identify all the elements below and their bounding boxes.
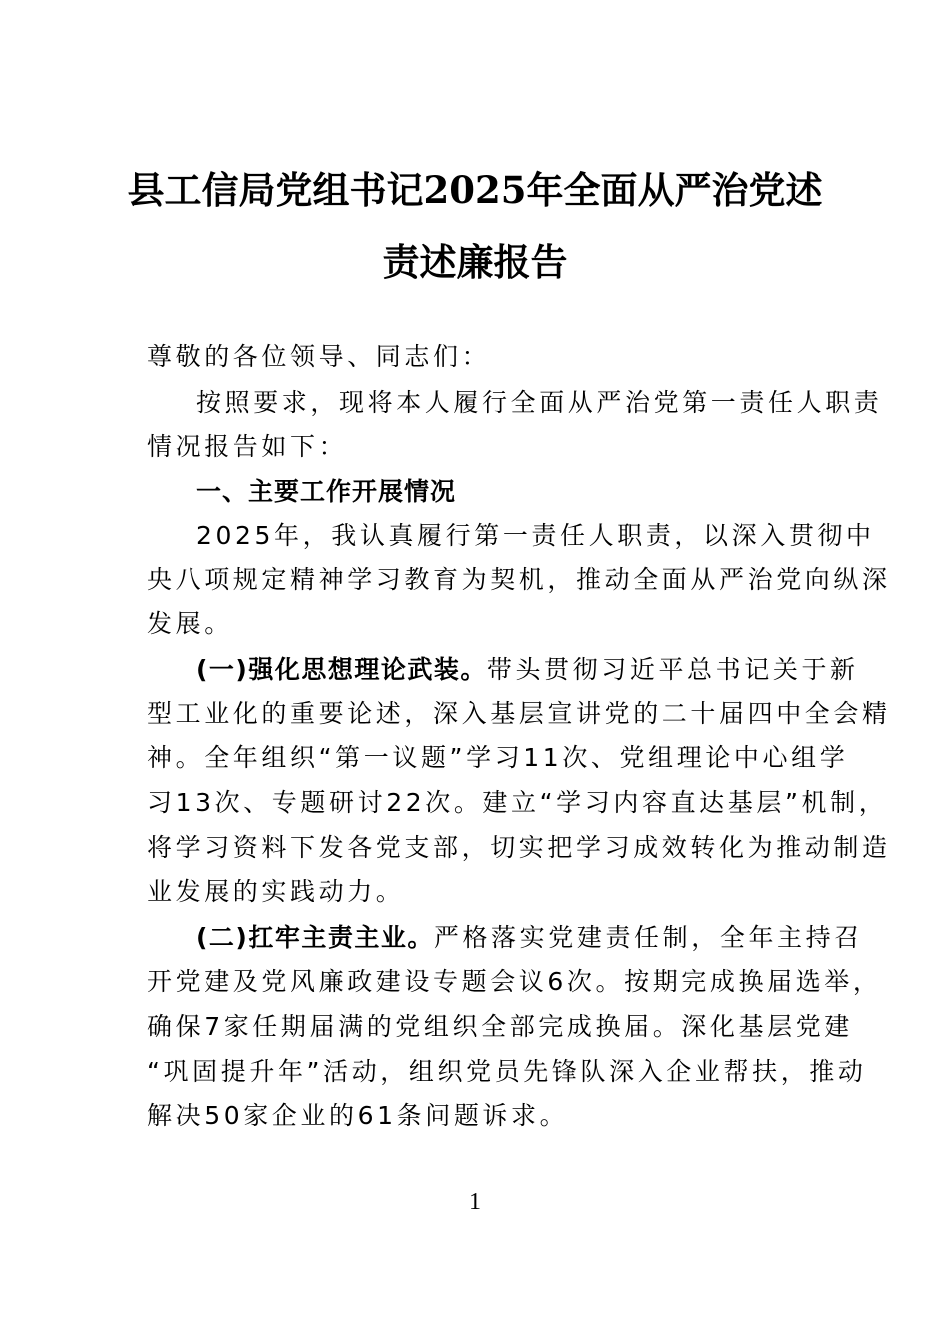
page-number: 1 xyxy=(469,1189,481,1215)
item2-lead: (二)扛牢主责主业。 xyxy=(196,923,434,952)
item2-line-3: 确保7家任期届满的党组织全部完成换届。深化基层党建 xyxy=(147,1012,853,1041)
item2-line-5: 解决50家企业的61条问题诉求。 xyxy=(147,1101,569,1130)
item1-line-3: 神。全年组织“第一议题”学习11次、党组理论中心组学 xyxy=(147,743,849,772)
item1-line-6: 业发展的实践动力。 xyxy=(147,877,405,906)
item1-line-1 xyxy=(196,657,859,682)
item1-lead: (一)强化思想理论武装。 xyxy=(196,655,487,684)
overview-line-2: 央八项规定精神学习教育为契机，推动全面从严治党向纵深 xyxy=(147,565,891,594)
document-title-line-2: 责述廉报告 xyxy=(382,240,568,284)
item1-line-4: 习13次、专题研讨22次。建立“学习内容直达基层”机制， xyxy=(147,788,888,817)
item2-text: 严格落实党建责任制，全年主持召 xyxy=(433,923,863,952)
item1-line-2: 型工业化的重要论述，深入基层宣讲党的二十届四中全会精 xyxy=(147,699,891,728)
item2-line-4: “巩固提升年”活动，组织党员先锋队深入企业帮扶，推动 xyxy=(147,1057,867,1086)
overview-line-1: 2025年，我认真履行第一责任人职责，以深入贯彻中 xyxy=(196,521,875,550)
item2-line-1 xyxy=(196,925,863,950)
section-heading-1: 一、主要工作开展情况 xyxy=(196,477,457,506)
item1-line-5: 将学习资料下发各党支部，切实把学习成效转化为推动制造 xyxy=(147,833,891,862)
overview-line-3: 发展。 xyxy=(147,609,233,638)
item1-text: 带头贯彻习近平总书记关于新 xyxy=(486,655,859,684)
document-title-line-1: 县工信局党组书记2025年全面从严治党述 xyxy=(127,168,823,212)
intro-line-2: 情况报告如下： xyxy=(147,432,348,461)
salutation: 尊敬的各位领导、同志们： xyxy=(147,342,491,371)
item2-line-2: 开党建及党风廉政建设专题会议6次。按期完成换届选举， xyxy=(147,967,882,996)
intro-line-1: 按照要求，现将本人履行全面从严治党第一责任人职责 xyxy=(196,388,883,417)
